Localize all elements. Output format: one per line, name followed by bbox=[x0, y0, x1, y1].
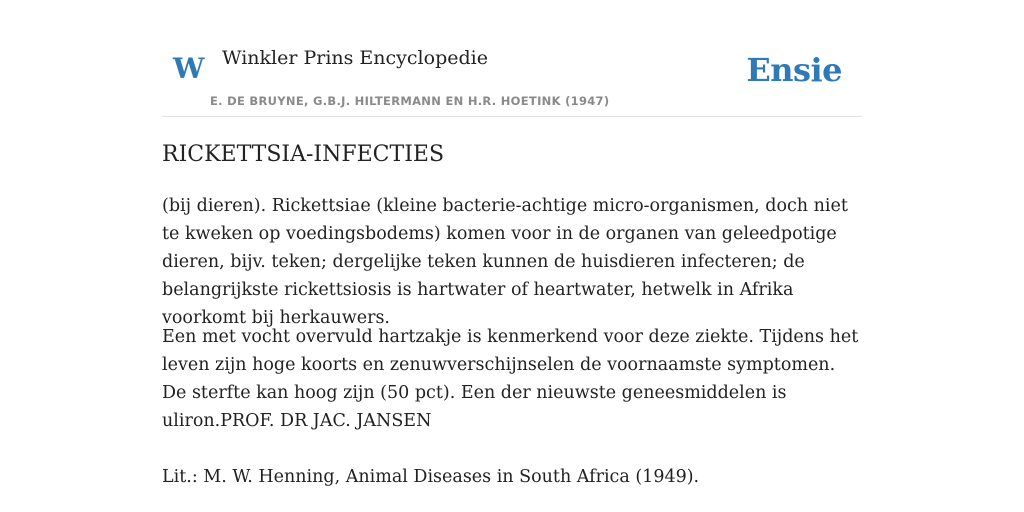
encyclopedia-logo[interactable]: W bbox=[173, 52, 205, 85]
literature-reference: Lit.: M. W. Henning, Animal Diseases in South Africa (1949). bbox=[162, 467, 700, 487]
article-paragraph: (bij dieren). Rickettsiae (kleine bacterie-achtige micro-organismen, doch niet te kweken op voedingsbodems) komen voor in de organen van geleedpotige dieren, bijv. teken; dergelijke teken kunnen de huisdieren infecteren; de belangrijkste rickettsiosis is hartwater of heartwater, hetwelk in Afrika voorkomt bij herkauwers. bbox=[162, 196, 848, 328]
article-paragraph: Een met vocht overvuld hartzakje is kenmerkend voor deze ziekte. Tijdens het leven zijn hoge koorts en zenuwverschijnselen de voornaamste symptomen. De sterfte kan hoog zijn (50 pct). Een der nieuwste geneesmiddelen is uliron.PROF. DR JAC. JANSEN bbox=[162, 327, 859, 431]
authors-line: E. DE BRUYNE, G.B.J. HILTERMANN EN H.R. HOETINK (1947) bbox=[210, 94, 610, 108]
site-header bbox=[162, 0, 862, 117]
encyclopedia-title[interactable]: Winkler Prins Encyclopedie bbox=[222, 47, 488, 69]
article-page bbox=[162, 0, 862, 487]
ensie-brand-logo[interactable]: Ensie bbox=[746, 51, 842, 89]
article-title: RICKETTSIA-INFECTIES bbox=[162, 142, 445, 167]
